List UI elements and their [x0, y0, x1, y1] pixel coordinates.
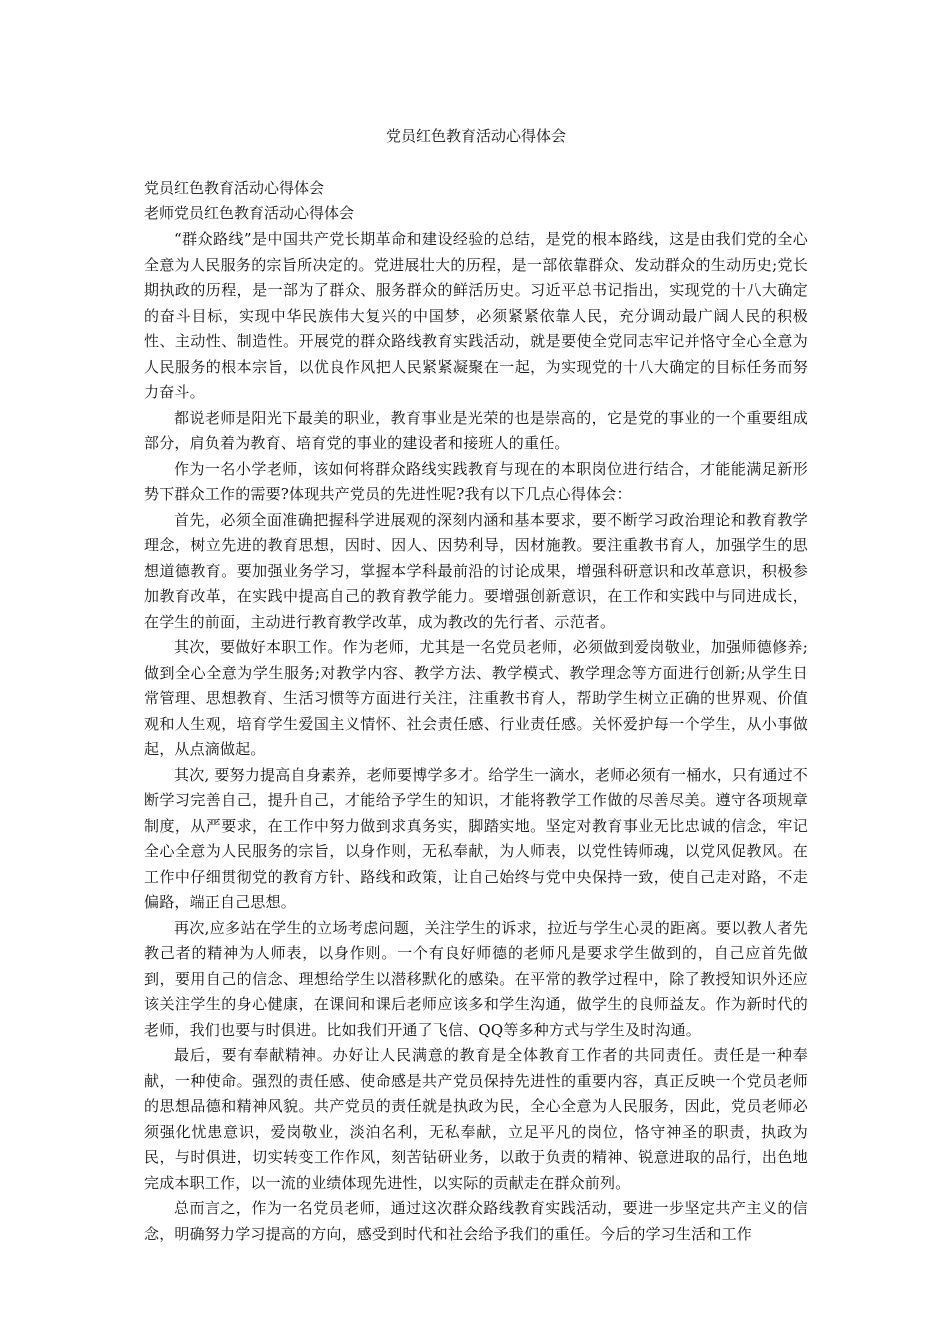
document-title: 党员红色教育活动心得体会	[385, 127, 566, 145]
paragraph-3: 作为一名小学老师，该如何将群众路线实践教育与现在的本职岗位进行结合，才能能满足新形势下群众工作的需要?体现共产党员的先进性呢?我有以下几点心得体会：	[144, 459, 808, 503]
paragraph-5: 其次，要做好本职工作。作为老师，尤其是一名党员老师，必须做到爱岗敬业，加强师德修养;做到全心全意为学生服务;对教学内容、教学方法、教学模式、教学理念等方面进行创新;从学生日常管理、思想教育、生活习惯等方面进行关注，注重教书育人，帮助学生树立正确的世界观、价值观和人生观，培育学生爱国主义情怀、社会责任感、行业责任感。关怀爱护每一个学生，从小事做起，从点滴做起。	[144, 638, 808, 758]
paragraph-6: 其次, 要努力提高自身素养，老师要博学多才。给学生一滴水，老师必须有一桶水，只有通过不断学习完善自己，提升自己，才能给予学生的知识，才能将教学工作做的尽善尽美。遵守各项规章制度，从严要求，在工作中努力做到求真务实，脚踏实地。坚定对教育事业无比忠诚的信念，牢记全心全意为人民服务的宗旨，以身作则，无私奉献，为人师表，以党性铸师魂，以党风促教风。在工作中仔细贯彻党的教育方针、路线和政策，让自己始终与党中央保持一致，使自己走对路，不走偏路，端正自己思想。	[144, 765, 808, 911]
paragraph-8: 最后，要有奉献精神。办好让人民满意的教育是全体教育工作者的共同责任。责任是一种奉献，一种使命。强烈的责任感、使命感是共产党员保持先进性的重要内容，真正反映一个党员老师的思想品德和精神风貌。共产党员的责任就是执政为民，全心全意为人民服务，因此，党员老师必须强化忧患意识，爱岗敬业，淡泊名利，无私奉献，立足平凡的岗位，恪守神圣的职责，执政为民，与时俱进，切实转变工作作风，刻苦钻研业务，以敢于负责的精神、锐意进取的品行，出色地完成本职工作，以一流的业绩体现先进性，以实际的贡献走在群众前列。	[144, 1046, 808, 1192]
document-body	[144, 227, 808, 1247]
subtitle-2: 老师党员红色教育活动心得体会	[144, 204, 355, 222]
paragraph-9: 总而言之，作为一名党员老师，通过这次群众路线教育实践活动，要进一步坚定共产主义的信念，明确努力学习提高的方向，感受到时代和社会给予我们的重任。今后的学习生活和工作	[144, 1199, 808, 1243]
paragraph-2: 都说老师是阳光下最美的职业，教育事业是光荣的也是崇高的，它是党的事业的一个重要组成部分，肩负着为教育、培育党的事业的建设者和接班人的重任。	[144, 408, 808, 452]
paragraph-1: “群众路线”是中国共产党长期革命和建设经验的总结，是党的根本路线，这是由我们党的全心全意为人民服务的宗旨所决定的。党进展壮大的历程，是一部依靠群众、发动群众的生动历史;党长期执政的历程，是一部为了群众、服务群众的鲜活历史。习近平总书记指出，实现党的十八大确定的奋斗目标，实现中华民族伟大复兴的中国梦，必须紧紧依靠人民，充分调动最广阔人民的积极性、主动性、制造性。开展党的群众路线教育实践活动，就是要使全党同志牢记并恪守全心全意为人民服务的根本宗旨，以优良作风把人民紧紧凝聚在一起，为实现党的十八大确定的目标任务而努力奋斗。	[144, 230, 808, 401]
subtitle-1: 党员红色教育活动心得体会	[144, 179, 325, 197]
paragraph-7: 再次,应多站在学生的立场考虑问题，关注学生的诉求，拉近与学生心灵的距离。要以教人者先教己者的精神为人师表，以身作则。一个有良好师德的老师凡是要求学生做到的，自己应首先做到，要用自己的信念、理想给学生以潜移默化的感染。在平常的教学过程中，除了教授知识外还应该关注学生的身心健康，在课间和课后老师应该多和学生沟通，做学生的良师益友。作为新时代的老师，我们也要与时俱进。比如我们开通了飞信、QQ等多种方式与学生及时沟通。	[144, 918, 808, 1039]
document-page	[144, 0, 808, 1344]
paragraph-4: 首先，必须全面准确把握科学进展观的深刻内涵和基本要求，要不断学习政治理论和教育教学理念，树立先进的教育思想，因时、因人、因势利导，因材施教。要注重教书育人，加强学生的思想道德教育。要加强业务学习，掌握本学科最前沿的讨论成果，增强科研意识和改革意识，积极参加教育改革，在实践中提高自己的教育教学能力。要增强创新意识，在工作和实践中与同进成长，在学生的前面，主动进行教育教学改革，成为教改的先行者、示范者。	[144, 510, 808, 631]
